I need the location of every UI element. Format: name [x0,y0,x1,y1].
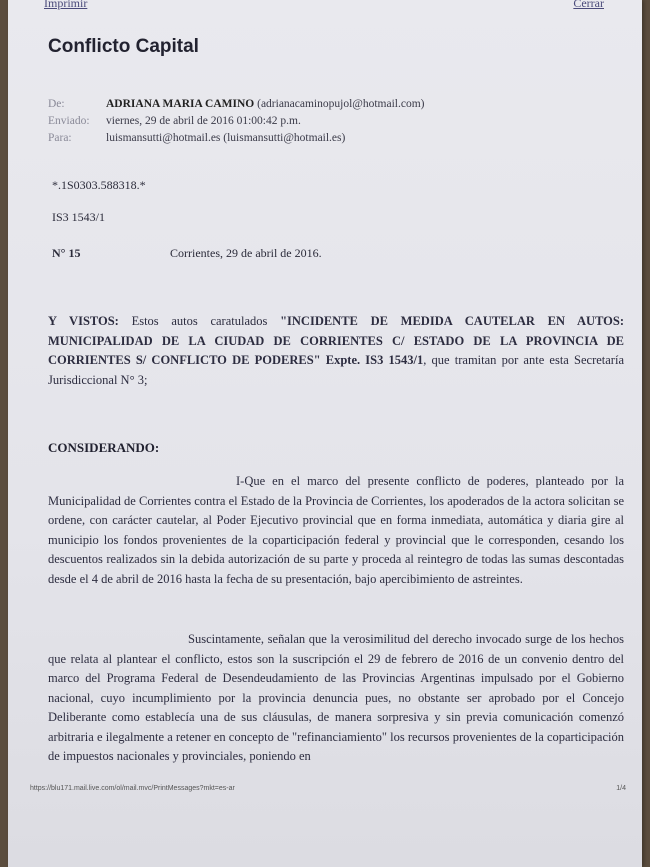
to-value: luismansutti@hotmail.es (luismansutti@hotmail.es) [106,132,346,144]
case-title: "INCIDENTE DE MEDIDA CAUTELAR EN AUTOS: MUNICIPALIDAD DE LA CIUDAD DE CORRIENTES C/ ESTADO DE LA PROVINCIA DE CORRIENTES S/ CONFLICTO DE PODERES" Expte. IS3 1543/1 [48,314,625,367]
sender-name: ADRIANA MARIA CAMINO [106,98,255,110]
sender-email: (adrianacaminopujol@hotmail.com) [257,98,425,110]
sent-label: Enviado: [48,115,90,127]
from-label: De: [48,98,65,110]
barcode-code: *.1S0303.588318.* [52,178,146,192]
from-value [106,96,425,113]
considerando-heading: CONSIDERANDO: [48,440,160,455]
to-row [48,130,425,147]
email-header [48,96,425,147]
file-code: IS3 1543/1 [52,210,106,224]
paragraph-2-text: Suscintamente, señalan que la verosimilitud del derecho invocado surge de los hechos que relata al plantear el conflicto, estos son la suscripción el 29 de febrero de 2016 de un convenio dentro del marco del Programa Federal de Desendeudamiento de las Provincias Argentinas impulsado por el Gobierno nacional, cuyo incumplimiento por la provincia denuncia pues, no obstante ser aprobado por el Concejo Deliberante como establecía una de sus cláusulas, de manera sorpresiva y sin previa comunicación comenzó arbitraria e ilegalmente a retener en concepto de "refinanciamiento" los recursos provenientes de la coparticipación de impuestos nacionales y provinciales, poniendo en [48,632,624,763]
close-link[interactable]: Cerrar [573,0,604,10]
vistos-paragraph [48,312,624,390]
from-row [48,96,425,113]
print-link[interactable]: Imprimir [44,0,88,10]
paragraph-1-text: I-Que en el marco del presente conflicto de poderes, planteado por la Municipalidad de Corrientes contra el Estado de la Provincia de Corrientes, los apoderados de la actora solicitan se ordene, con carácter cautelar, al Poder Ejecutivo provincial que en forma inmediata, automática y diaria gire al municipio los fondos provenientes de la coparticipación federal y provincial que le corresponden, cesando los descuentos realizados sin la debida autorización de su parte y proceda al reintegro de todas las sumas descontadas desde el 4 de abril de 2016 hasta la fecha de su presentación, bajo apercibimiento de astreintes. [48,474,624,586]
email-subject: Conflicto Capital [48,36,199,57]
footer-url: https://blu171.mail.live.com/ol/mail.mvc/PrintMessages?mkt=es-ar [30,785,235,792]
to-label: Para: [48,132,72,144]
printed-page [8,0,642,867]
sent-value: viernes, 29 de abril de 2016 01:00:42 p.m. [106,115,301,127]
sent-row [48,113,425,130]
page-number: 1/4 [616,785,626,792]
place-date: Corrientes, 29 de abril de 2016. [170,246,322,260]
vistos-label: Y VISTOS: [48,314,119,328]
vistos-text-2: , que tramitan por ante esta Secretaría Jurisdiccional N° 3; [48,353,624,387]
resolution-number: N° 15 [52,246,81,260]
vistos-text-1: Estos autos caratulados [131,314,268,328]
paragraph-2 [48,630,624,767]
print-toolbar [44,0,604,10]
paragraph-1 [48,472,624,589]
